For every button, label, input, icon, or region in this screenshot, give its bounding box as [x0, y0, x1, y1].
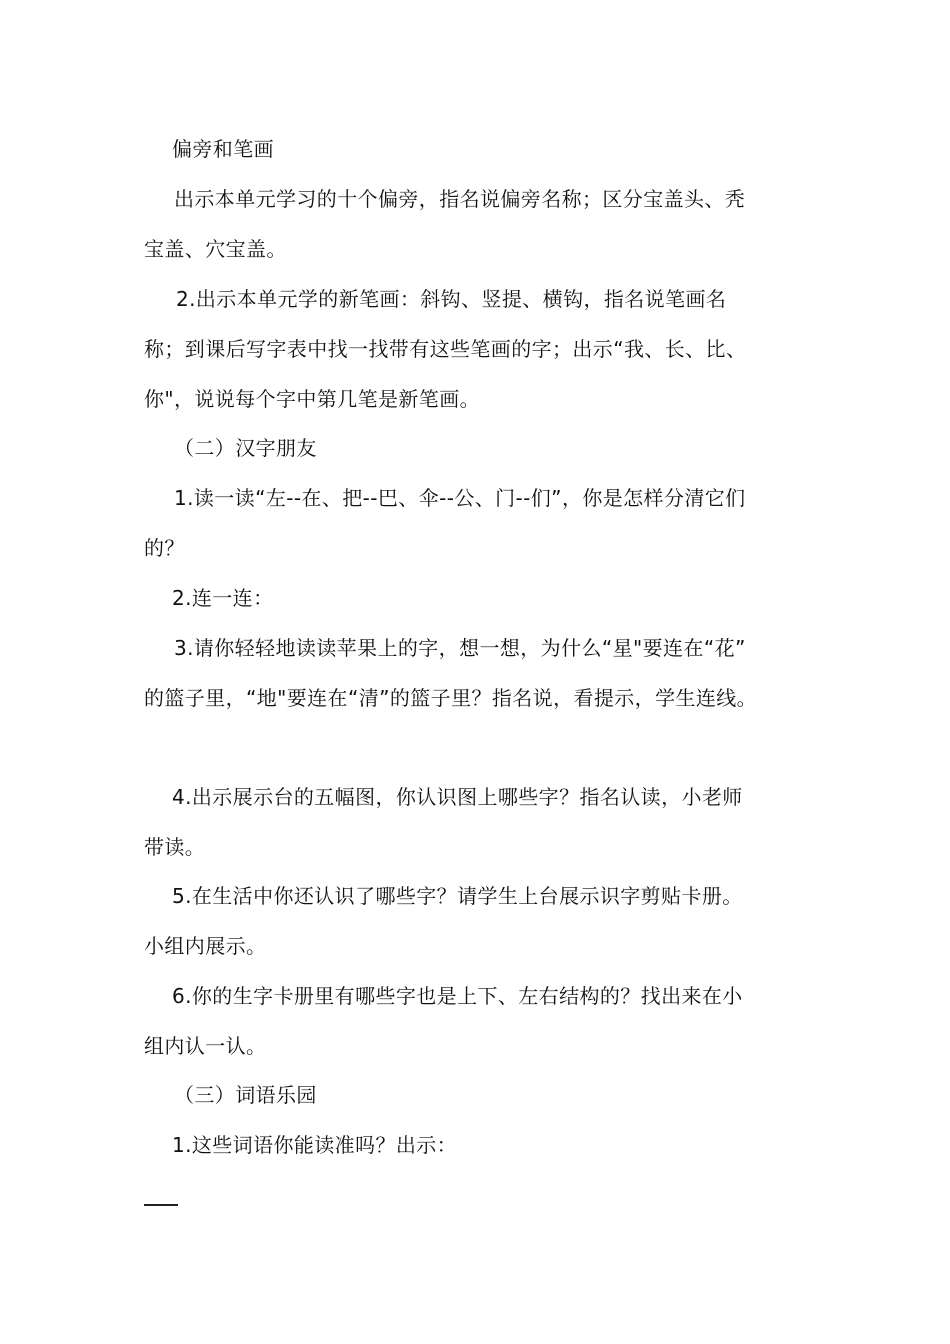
- paragraph-line: 你"，说说每个字中第几笔是新笔画。: [144, 387, 480, 411]
- paragraph-line: 带读。: [144, 835, 206, 859]
- paragraph-line: 1.读一读“左--在、把--巴、伞--公、门--们”，你是怎样分清它们: [174, 486, 746, 510]
- paragraph-line: 的篮子里，“地"要连在“清”的篮子里？指名说，看提示，学生连线。: [144, 686, 758, 710]
- paragraph-line: 称；到课后写字表中找一找带有这些笔画的字；出示“我、长、比、: [144, 337, 747, 361]
- paragraph-line: 组内认一认。: [144, 1034, 267, 1058]
- paragraph-line: 3.请你轻轻地读读苹果上的字，想一想，为什么“星"要连在“花”: [174, 636, 746, 660]
- underline-rule: [144, 1204, 178, 1206]
- paragraph-line: 6.你的生字卡册里有哪些字也是上下、左右结构的？找出来在小: [172, 984, 743, 1008]
- paragraph-line: 宝盖、穴宝盖。: [144, 237, 287, 261]
- paragraph-line: 出示本单元学习的十个偏旁，指名说偏旁名称；区分宝盖头、秃: [174, 187, 746, 211]
- paragraph-line: 5.在生活中你还认识了哪些字？请学生上台展示识字剪贴卡册。: [172, 884, 743, 908]
- section-heading-2: （二）汉字朋友: [174, 436, 317, 460]
- heading-radicals-strokes: 偏旁和笔画: [172, 137, 274, 161]
- paragraph-line: 2.出示本单元学的新笔画：斜钩、竖提、横钩，指名说笔画名: [176, 287, 727, 311]
- paragraph-line: 4.出示展示台的五幅图，你认识图上哪些字？指名认读，小老师: [172, 785, 743, 809]
- section-heading-3: （三）词语乐园: [174, 1083, 317, 1107]
- paragraph-line: 小组内展示。: [144, 934, 267, 958]
- paragraph-line: 2.连一连：: [172, 586, 274, 610]
- paragraph-line: 的？: [144, 536, 185, 560]
- paragraph-line: 1.这些词语你能读准吗？出示：: [172, 1133, 458, 1157]
